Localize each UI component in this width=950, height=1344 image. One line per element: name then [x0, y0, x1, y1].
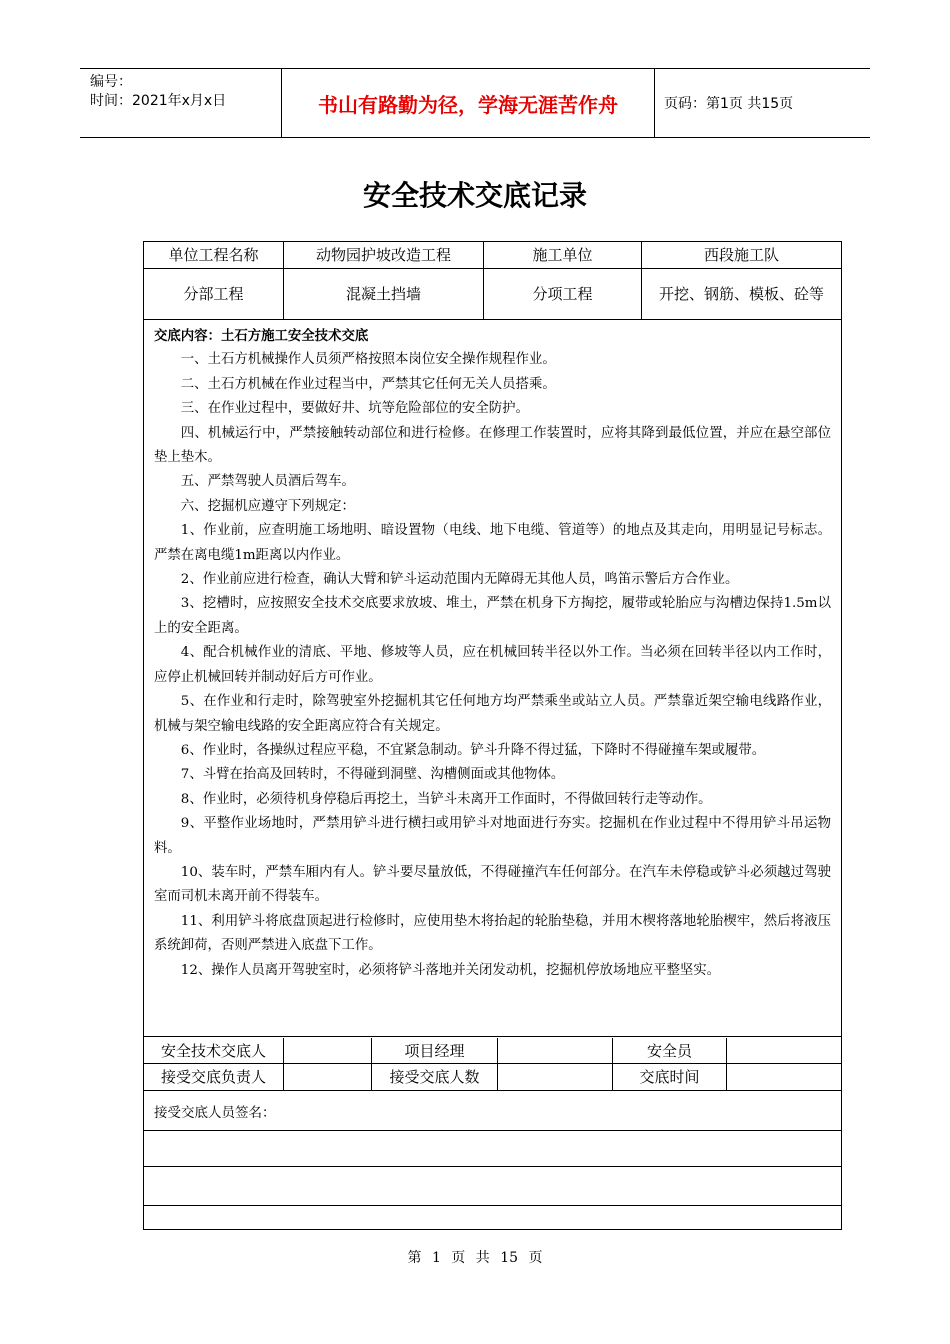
signature-line[interactable] [144, 1206, 841, 1242]
value-safety-briefer[interactable] [284, 1038, 372, 1063]
label-briefing-time: 交底时间 [613, 1064, 727, 1090]
page-header [80, 68, 870, 138]
label-safety-briefer: 安全技术交底人 [144, 1038, 284, 1063]
content-paragraph: 8、作业时，必须待机身停稳后再挖土，当铲斗未离开工作面时，不得做回转行走等动作。 [180, 791, 712, 807]
safety-briefing-form [143, 241, 842, 1230]
content-paragraph: 12、操作人员离开驾驶室时，必须将铲斗落地并关闭发动机，挖掘机停放场地应平整坚实。 [180, 962, 721, 978]
header-meta [80, 69, 281, 137]
value-project-manager[interactable] [498, 1038, 613, 1063]
content-paragraph: 二、土石方机械在作业过程当中，严禁其它任何无关人员搭乘。 [180, 376, 556, 392]
content-paragraph: 三、在作业过程中，要做好井、坑等危险部位的安全防护。 [180, 401, 529, 417]
label-subitem: 分项工程 [484, 269, 642, 319]
content-heading: 交底内容：土石方施工安全技术交底 [154, 328, 369, 344]
content-paragraph: 9、平整作业场地时，严禁用铲斗进行横扫或用铲斗对地面进行夯实。挖掘机在作业过程中不得用铲斗吊运物料。 [154, 816, 831, 856]
signature-line[interactable] [144, 1167, 841, 1206]
label-project-manager: 项目经理 [372, 1038, 498, 1063]
value-receiving-lead[interactable] [284, 1064, 372, 1090]
info-row-unit [144, 242, 841, 269]
header-motto: 书山有路勤为径，学海无涯苦作舟 [281, 69, 655, 137]
info-row-division [144, 269, 841, 320]
receiver-signatures-label: 接受交底人员签名： [144, 1091, 841, 1131]
value-subitem: 开挖、钢筋、模板、砼等 [658, 285, 824, 303]
content-paragraph: 5、在作业和行走时，除驾驶室外挖掘机其它任何地方均严禁乘坐或站立人员。严禁靠近架空输电线路作业，机械与架空输电线路的安全距离应符合有关规定。 [154, 694, 831, 734]
content-paragraph: 7、斗臂在抬高及回转时，不得碰到洞壁、沟槽侧面或其他物体。 [180, 767, 565, 783]
content-paragraph: 四、机械运行中，严禁接触转动部位和进行检修。在修理工作装置时，应将其降到最低位置，并应在悬空部位垫上垫木。 [154, 425, 831, 466]
sign-row-briefer [144, 1038, 841, 1064]
content-paragraph: 1、作业前，应查明施工场地明、暗设置物（电线、地下电缆、管道等）的地点及其走向，用明显记号标志。严禁在离电缆1m距离以内作业。 [154, 523, 831, 563]
content-paragraph: 10、装车时，严禁车厢内有人。铲斗要尽量放低，不得碰撞汽车任何部分。在汽车未停稳或铲斗必须越过驾驶室而司机未离开前不得装车。 [154, 864, 831, 905]
content-paragraph: 2、作业前应进行检查，确认大臂和铲斗运动范围内无障碍无其他人员，鸣笛示警后方合作业。 [180, 572, 739, 588]
document-title: 安全技术交底记录 [362, 179, 587, 212]
label-unit-project: 单位工程名称 [144, 242, 284, 268]
value-safety-officer[interactable] [727, 1038, 841, 1063]
value-receiver-count[interactable] [498, 1064, 613, 1090]
value-briefing-time[interactable] [727, 1064, 841, 1090]
content-paragraph: 六、挖掘机应遵守下列规定： [180, 498, 355, 514]
sign-row-receiver [144, 1064, 841, 1091]
header-page-info: 页码：第1页 共15页 [664, 96, 794, 112]
content-paragraph: 一、土石方机械操作人员须严格按照本岗位安全操作规程作业。 [180, 352, 556, 368]
label-receiver-count: 接受交底人数 [372, 1064, 498, 1090]
value-unit-project: 动物园护坡改造工程 [284, 242, 484, 268]
content-paragraph: 6、作业时，各操纵过程应平稳，不宜紧急制动。铲斗升降不得过猛，下降时不得碰撞车架或履带。 [180, 742, 766, 758]
value-division: 混凝土挡墙 [284, 269, 484, 319]
briefing-content [144, 319, 841, 1037]
content-paragraph: 3、挖槽时，应按照安全技术交底要求放坡、堆土，严禁在机身下方掏挖，履带或轮胎应与沟槽边保持1.5m以上的安全距离。 [154, 596, 831, 636]
content-paragraph: 五、严禁驾驶人员酒后驾车。 [180, 474, 355, 490]
label-division: 分部工程 [144, 269, 284, 319]
page-footer: 第 1 页 共 15 页 [407, 1250, 543, 1266]
signature-line[interactable] [144, 1132, 841, 1167]
label-construction-unit: 施工单位 [484, 242, 642, 268]
label-receiving-lead: 接受交底负责人 [144, 1064, 284, 1090]
label-safety-officer: 安全员 [613, 1038, 727, 1063]
content-paragraph: 4、配合机械作业的清底、平地、修坡等人员，应在机械回转半径以外工作。当必须在回转半径以内工作时，应停止机械回转并制动好后方可作业。 [154, 645, 831, 685]
number-label: 编号： [90, 74, 132, 90]
value-construction-unit: 西段施工队 [703, 246, 779, 264]
time-label: 时间：2021年x月x日 [90, 93, 227, 109]
content-paragraph: 11、利用铲斗将底盘顶起进行检修时，应使用垫木将抬起的轮胎垫稳，并用木楔将落地轮胎楔牢，然后将液压系统卸荷，否则严禁进入底盘下工作。 [154, 913, 831, 954]
